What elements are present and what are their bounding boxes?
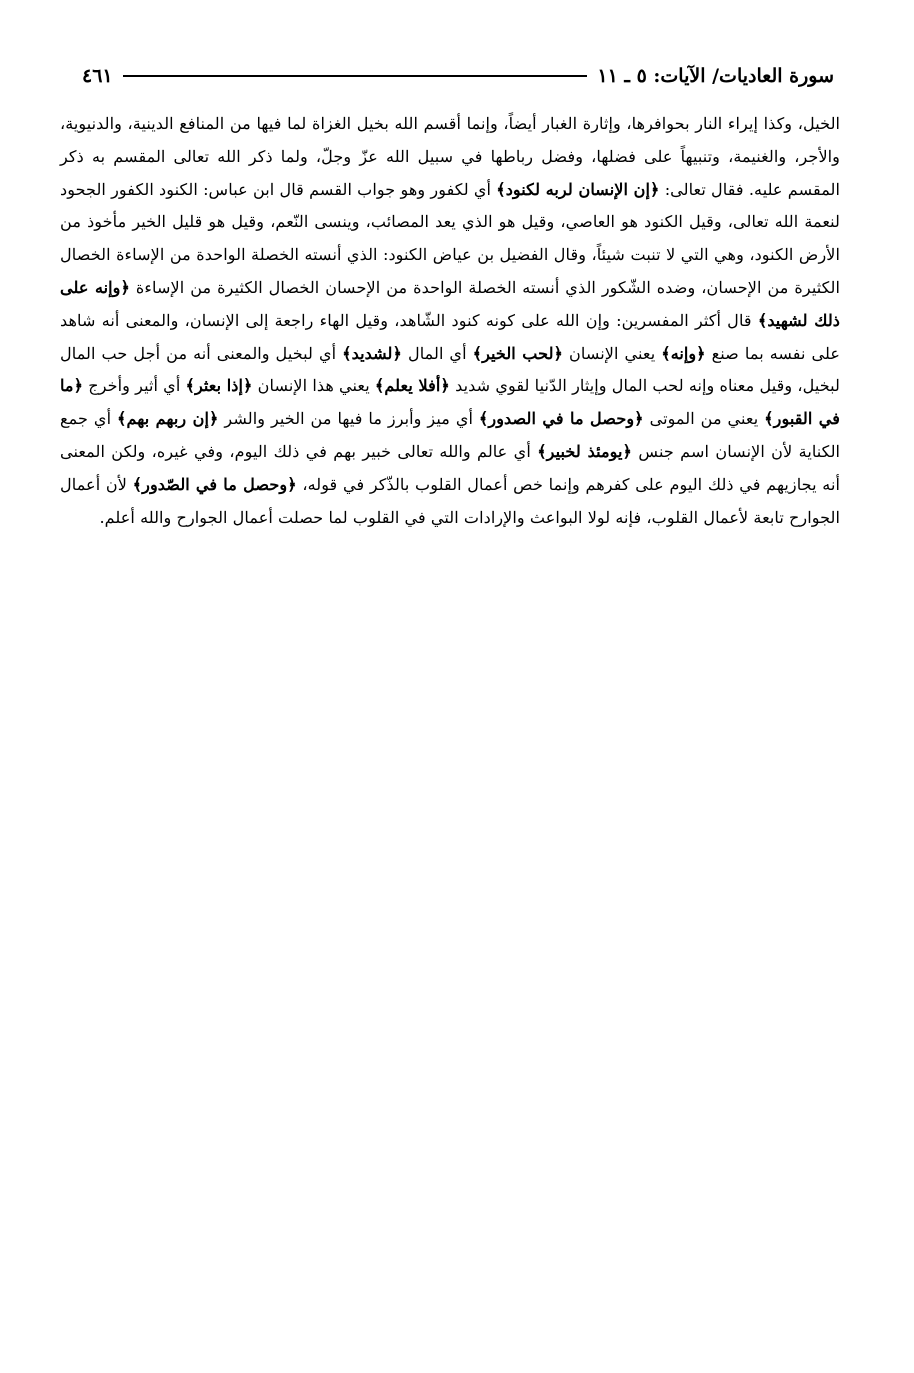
header-rule bbox=[123, 75, 588, 77]
page-header bbox=[82, 62, 834, 90]
quran-verse: ﴿وحصل ما في الصّدور﴾ bbox=[132, 474, 297, 494]
text-segment: لأن أعمال الجوارح تابعة لأعمال القلوب، فإنه لولا البواعث والإرادات التي في القلوب لما حصلت أعمال الجوارح والله أعلم. bbox=[60, 474, 840, 527]
quran-verse: ﴿لحب الخير﴾ bbox=[472, 343, 564, 363]
text-segment: أي ميز وأبرز ما فيها من الخير والشر bbox=[218, 409, 479, 429]
quran-verse: ﴿إن الإنسان لربه لكنود﴾ bbox=[496, 179, 660, 199]
commentary-body bbox=[60, 108, 840, 534]
text-segment: أي لبخيل والمعنى أنه من أجل حب المال لبخيل، وقيل معناه وإنه لحب المال وإيثار الدّنيا لقوي شديد bbox=[60, 343, 840, 396]
text-segment: أي لكفور وهو جواب القسم قال ابن عباس: الكنود الكفور الجحود لنعمة الله تعالى، وقيل الكنود هو العاصي، وقيل هو الذي يعد المصائب، وينسى النّعم، وقيل هو قليل الخير مأخوذ من الأرض الكنود، وهي التي لا تنبت شيئاً، وقال الفضيل بن عياض الكنود: الذي أنسته الخصلة الواحدة من الإساءة الخصال الكثيرة من الإحسان، وضده الشّكور الذي أنسته الخصلة الواحدة من الإحسان الخصال الكثيرة من الإساءة bbox=[60, 179, 840, 297]
page-number: ٤٦١ bbox=[82, 65, 113, 87]
quran-verse: ﴿لشديد﴾ bbox=[342, 343, 402, 363]
text-segment: يعني من الموتى bbox=[643, 409, 765, 429]
text-segment: أي أثير وأخرج bbox=[83, 376, 186, 396]
text-segment: الخيل، وكذا إيراء النار بحوافرها، وإثارة الغبار أيضاً، وإنما أقسم الله بخيل الغزاة لما فيها من المنافع الدينية، والدنيوية، والأجر، والغنيمة، وتنبيهاً على فضلها، وفضل رباطها في سبيل الله عزّ وجلّ، ولما ذكر الله تعالى المقسم به ذكر المقسم عليه. فقال تعالى: bbox=[60, 114, 840, 199]
text-segment: يعني هذا الإنسان bbox=[252, 376, 375, 396]
quran-verse: ﴿إذا بعثر﴾ bbox=[185, 376, 253, 396]
quran-verse: ﴿إن ربهم بهم﴾ bbox=[117, 409, 219, 429]
text-segment: قال أكثر المفسرين: وإن الله على كونه كنود الشّاهد، وقيل الهاء راجعة إلى الإنسان، والمعنى أنه شاهد على نفسه بما صنع bbox=[60, 310, 841, 363]
quran-verse: ﴿وإنه على ذلك لشهيد﴾ bbox=[60, 277, 841, 330]
quran-verse: ﴿يومئذ لخبير﴾ bbox=[537, 441, 632, 461]
quran-verse: ﴿وإنه﴾ bbox=[661, 343, 706, 363]
quran-verse: ﴿ما في القبور﴾ bbox=[60, 376, 840, 429]
text-segment: أي جمع الكناية لأن الإنسان اسم جنس bbox=[60, 409, 841, 461]
text-segment: يعني الإنسان bbox=[563, 343, 662, 363]
quran-verse: ﴿أفلا يعلم﴾ bbox=[374, 376, 450, 396]
text-segment: أي المال bbox=[401, 343, 473, 363]
running-title: سورة العاديات/ الآيات: ٥ ـ ١١ bbox=[597, 65, 834, 87]
commentary-paragraph bbox=[60, 108, 840, 534]
text-segment: أي عالم والله تعالى خبير بهم في ذلك اليوم، وفي غيره، ولكن المعنى أنه يجازيهم في ذلك اليوم على كفرهم وإنما خص أعمال القلوب بالذّكر في قوله، bbox=[60, 441, 840, 494]
quran-verse: ﴿وحصل ما في الصدور﴾ bbox=[478, 409, 644, 429]
